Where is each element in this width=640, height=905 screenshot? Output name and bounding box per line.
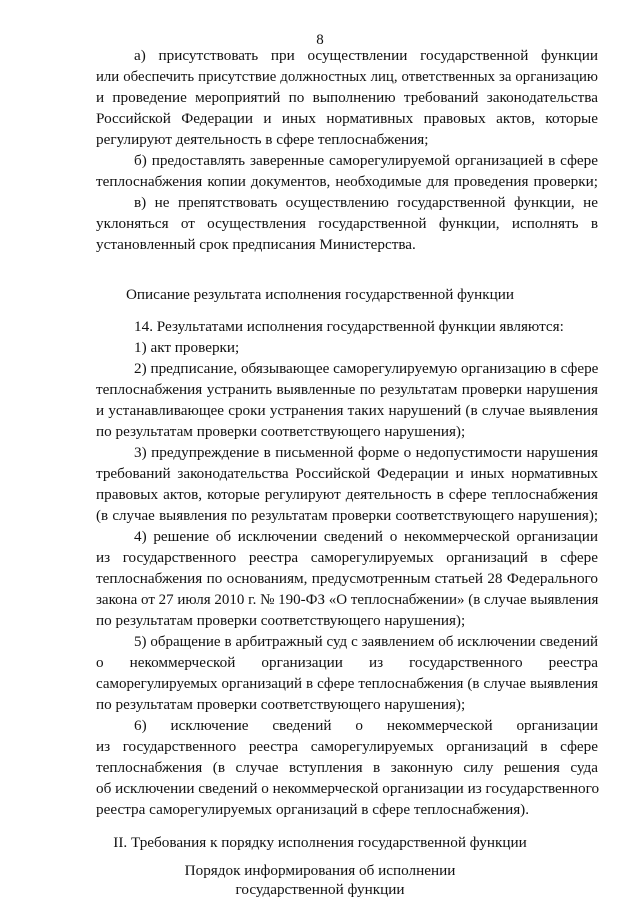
chapter-heading: II. Требования к порядку исполнения государственной функции — [113, 834, 527, 851]
text-line: теплоснабжения по основаниям, предусмотренным статьей 28 Федерального — [96, 570, 598, 587]
text-line: 5) обращение в арбитражный суд с заявлением об исключении сведений — [134, 634, 598, 650]
text-line: б) предоставлять заверенные саморегулируемой организацией в сфере — [134, 152, 598, 169]
subsection-heading: государственной функции — [235, 881, 405, 898]
text-line: требований законодательства Российской Федерации и иных нормативных — [96, 465, 598, 482]
text-line: 4) решение об исключении сведений о некоммерческой организации — [134, 528, 598, 545]
text-line: по результатам проверки соответствующего нарушения); — [96, 696, 466, 713]
text-line: 1) акт проверки; — [134, 339, 240, 356]
text-line: саморегулируемых организаций в сфере теплоснабжения (в случае выявления — [96, 676, 598, 692]
text-line: об исключении сведений о некоммерческой организации из государственного — [96, 780, 600, 797]
text-line: по результатам проверки соответствующего нарушения); — [96, 423, 466, 440]
text-line: установленный срок предписания Министерства. — [96, 236, 416, 253]
text-line: реестра саморегулируемых организаций в сфере теплоснабжения). — [96, 801, 530, 818]
text-line: из государственного реестра саморегулируемых организаций в сфере — [96, 738, 598, 755]
text-line: о некоммерческой организации из государственного реестра — [96, 654, 598, 671]
text-line: и устанавливающее сроки устранения таких нарушений (в случае выявления — [96, 402, 598, 419]
text-line: и проведение мероприятий по выполнению требований законодательства — [96, 89, 598, 106]
text-line: в) не препятствовать осуществлению государственной функции, не — [134, 194, 598, 211]
text-line: регулируют деятельность в сфере теплоснабжения; — [96, 131, 429, 148]
page-number: 8 — [316, 32, 324, 48]
text-line: 6) исключение сведений о некоммерческой организации — [134, 717, 598, 734]
text-line: 2) предписание, обязывающее саморегулируемую организацию в сфере — [134, 360, 599, 377]
text-line: уклоняться от осуществления государственной функции, исполнять в — [96, 215, 598, 232]
subsection-heading: Порядок информирования об исполнении — [184, 862, 456, 879]
text-line: а) присутствовать при осуществлении государственной функции — [134, 47, 598, 64]
text-line: 14. Результатами исполнения государственной функции являются: — [134, 318, 564, 335]
text-line: по результатам проверки соответствующего нарушения); — [96, 612, 466, 629]
text-line: теплоснабжения устранить выявленные по результатам проверки нарушения — [96, 381, 598, 398]
section-heading: Описание результата исполнения государственной функции — [125, 286, 515, 303]
text-line: закона от 27 июля 2010 г. № 190-ФЗ «О теплоснабжении» (в случае выявления — [96, 592, 599, 608]
text-line: теплоснабжения копии документов, необходимые для проведения проверки; — [96, 173, 598, 190]
text-line: теплоснабжения (в случае вступления в законную силу решения суда — [96, 759, 598, 776]
text-line: из государственного реестра саморегулируемых организаций в сфере — [96, 549, 598, 566]
text-line: Российской Федерации и иных нормативных правовых актов, которые — [96, 110, 598, 127]
text-line: 3) предупреждение в письменной форме о недопустимости нарушения — [134, 444, 598, 461]
text-line: (в случае выявления по результатам проверки соответствующего нарушения); — [96, 508, 598, 524]
text-line: правовых актов, которые регулируют деятельность в сфере теплоснабжения — [96, 486, 598, 503]
text-line: или обеспечить присутствие должностных лиц, ответственных за организацию — [96, 69, 598, 85]
